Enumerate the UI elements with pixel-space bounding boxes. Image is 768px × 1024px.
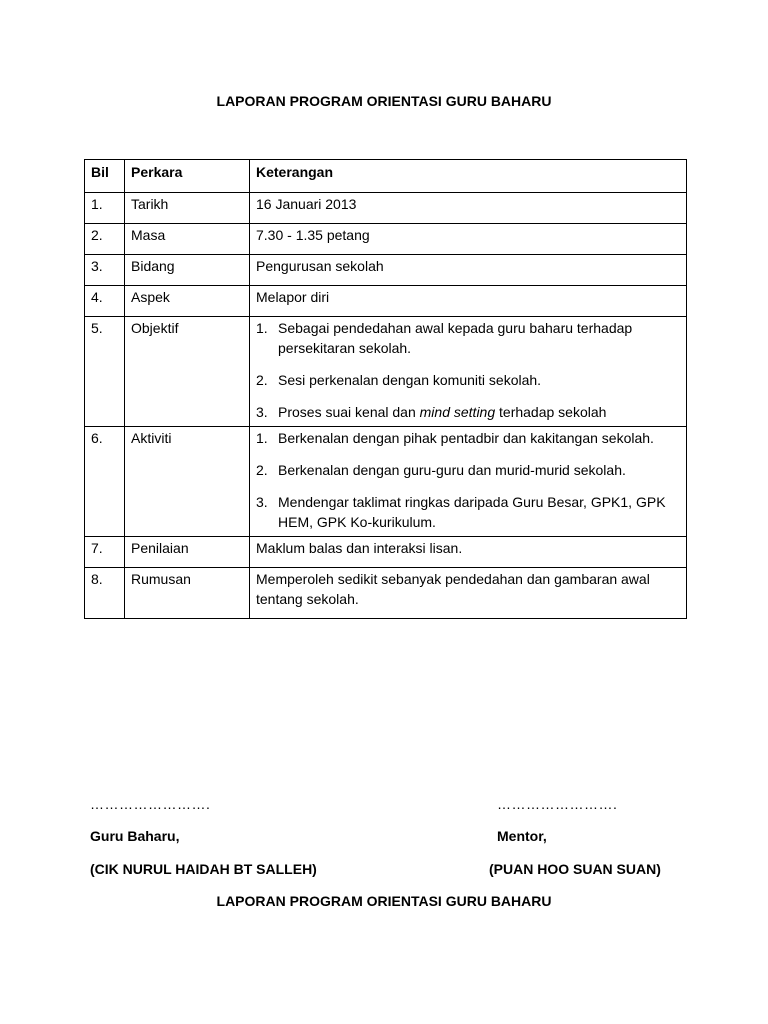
row-bil: 5. [85, 317, 125, 427]
row-bil: 8. [85, 568, 125, 619]
table-row [85, 568, 687, 619]
signature-line-guru: ……………………. [90, 796, 211, 812]
row-perkara: Bidang [125, 255, 250, 286]
list-item [256, 318, 680, 358]
row-perkara: Objektif [125, 317, 250, 427]
list-text: Mendengar taklimat ringkas daripada Guru Besar, GPK1, GPK HEM, GPK Ko-kurikulum. [278, 494, 666, 530]
table-header-row [85, 160, 687, 193]
table-row [85, 317, 687, 427]
row-bil: 3. [85, 255, 125, 286]
list-number: 2. [256, 372, 268, 388]
row-perkara: Rumusan [125, 568, 250, 619]
row-keterangan: 7.30 - 1.35 petang [250, 224, 687, 255]
signature-name-mentor: (PUAN HOO SUAN SUAN) [489, 861, 661, 877]
list-text [278, 402, 680, 422]
row-bil: 7. [85, 537, 125, 568]
list-item [256, 460, 680, 480]
row-perkara: Penilaian [125, 537, 250, 568]
list-text: Berkenalan dengan guru-guru dan murid-murid sekolah. [278, 462, 626, 478]
header-bil: Bil [85, 160, 125, 193]
table-row [85, 427, 687, 537]
list-text: Berkenalan dengan pihak pentadbir dan kakitangan sekolah. [278, 430, 654, 446]
list-text: Sesi perkenalan dengan komuniti sekolah. [278, 372, 542, 388]
page-title: LAPORAN PROGRAM ORIENTASI GURU BAHARU [216, 93, 552, 109]
list-text-part: Proses suai kenal dan [278, 404, 420, 420]
list-text-part: terhadap sekolah [495, 404, 607, 420]
list-item [256, 492, 680, 532]
footer-title: LAPORAN PROGRAM ORIENTASI GURU BAHARU [216, 893, 552, 909]
row-keterangan: Maklum balas dan interaksi lisan. [250, 537, 687, 568]
signature-role-guru: Guru Baharu, [90, 828, 180, 844]
table-row [85, 255, 687, 286]
list-item [256, 370, 680, 390]
row-keterangan: Pengurusan sekolah [250, 255, 687, 286]
list-number: 3. [256, 404, 268, 420]
objective-list [256, 318, 680, 422]
row-bil: 6. [85, 427, 125, 537]
header-keterangan: Keterangan [250, 160, 687, 193]
row-keterangan: 16 Januari 2013 [250, 193, 687, 224]
list-number: 1. [256, 430, 268, 446]
signature-role-mentor: Mentor, [497, 828, 547, 844]
list-text: Sebagai pendedahan awal kepada guru baharu terhadap persekitaran sekolah. [278, 320, 633, 356]
list-text-italic: mind setting [419, 404, 496, 420]
table-row [85, 224, 687, 255]
row-bil: 4. [85, 286, 125, 317]
row-keterangan: Memperoleh sedikit sebanyak pendedahan dan gambaran awal tentang sekolah. [250, 568, 687, 619]
table-row [85, 286, 687, 317]
row-bil: 2. [85, 224, 125, 255]
list-number: 1. [256, 320, 268, 336]
activity-list [256, 428, 680, 532]
list-item [256, 402, 680, 422]
row-keterangan: Melapor diri [250, 286, 687, 317]
row-keterangan [250, 427, 687, 537]
row-perkara: Aspek [125, 286, 250, 317]
list-number: 3. [256, 494, 268, 510]
table-row [85, 193, 687, 224]
row-perkara: Aktiviti [125, 427, 250, 537]
header-perkara: Perkara [125, 160, 250, 193]
row-bil: 1. [85, 193, 125, 224]
table-row [85, 537, 687, 568]
row-keterangan [250, 317, 687, 427]
list-number: 2. [256, 462, 268, 478]
signature-name-guru: (CIK NURUL HAIDAH BT SALLEH) [90, 861, 317, 877]
row-perkara: Tarikh [125, 193, 250, 224]
report-table [84, 159, 687, 619]
list-item [256, 428, 680, 448]
signature-line-mentor: ……………………. [497, 796, 618, 812]
row-perkara: Masa [125, 224, 250, 255]
